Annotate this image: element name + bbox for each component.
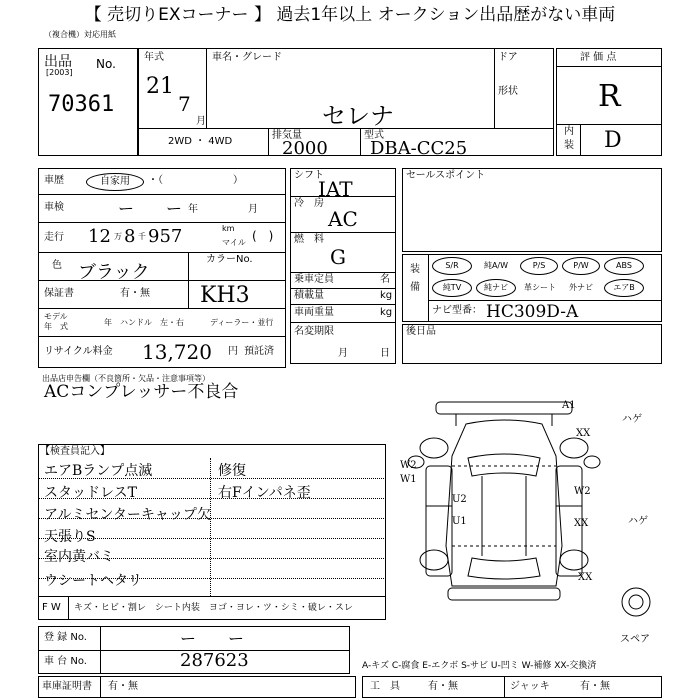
history-label: 車歴: [44, 175, 64, 186]
inspector-note-right-2: 右Fインパネ歪: [218, 485, 311, 501]
mark-a1: A1: [562, 400, 576, 411]
navi-value: HC309D-A: [486, 302, 579, 322]
inspector-note-5: 室内黄バミ: [44, 549, 114, 565]
mark-xx-3: XX: [578, 572, 593, 583]
mark-w1-left: W1: [400, 474, 417, 485]
mark-hage-2: ハゲ: [628, 516, 648, 527]
mileage-label: 走行: [44, 232, 64, 243]
history-value: 自家用: [86, 173, 144, 191]
fuel-value: G: [330, 245, 346, 269]
shift-value: IAT: [318, 177, 353, 201]
interior-label-1: 内: [564, 126, 574, 137]
grade-value: R: [598, 79, 621, 114]
listing-no-label: No.: [96, 57, 116, 71]
equip-leather-seat: 革シート: [524, 283, 556, 292]
mileage-value-3: 957: [148, 226, 183, 247]
recycle-unit: 円: [228, 346, 238, 357]
model-code-label: 型式: [364, 130, 384, 141]
displacement-value: 2000: [282, 138, 328, 159]
name-label: 車名・グレード: [212, 52, 282, 63]
inspector-note-4: 天張りS: [44, 529, 96, 545]
chassis-label: 車 台 No.: [44, 656, 87, 667]
load-label: 積載量: [294, 290, 324, 301]
model-label-2: 年 式: [44, 322, 68, 331]
mileage-value: 12: [88, 226, 111, 247]
warranty-label: 保証書: [44, 288, 74, 299]
navi-label: ナビ型番：: [432, 305, 482, 316]
month-unit: 月: [196, 116, 206, 127]
weight-unit: kg: [380, 307, 393, 318]
chassis-value: 287623: [180, 650, 249, 671]
displacement-label: 排気量: [272, 130, 302, 141]
capacity-unit: 名: [380, 274, 390, 285]
equip-sr: S/R: [432, 257, 472, 275]
inspection-label: 車検: [44, 202, 64, 213]
color-label: 色: [52, 260, 62, 271]
dealer-label: ディーラー・並行: [210, 318, 274, 327]
handle-value: 左・右: [160, 318, 184, 327]
fw-label: F W: [42, 602, 61, 613]
jack-label: ジャッキ: [510, 681, 550, 692]
recycle-note: 預託済: [244, 346, 274, 357]
change-label: 名変期限: [294, 326, 334, 337]
mileage-sen: 千: [138, 232, 146, 241]
recycle-value: 13,720: [142, 340, 212, 364]
equip-label-1: 装: [410, 264, 420, 275]
mark-xx-1: XX: [576, 428, 591, 439]
inspection-year: 年: [188, 204, 198, 215]
capacity-label: 乗車定員: [294, 274, 334, 285]
after-items-box: [402, 324, 662, 364]
ac-label: 冷 房: [294, 198, 324, 209]
inspection-value: ー ー: [118, 199, 183, 218]
listing-number: 70361: [48, 92, 115, 117]
after-items-label: 後日品: [406, 326, 436, 337]
fuel-label: 燃 料: [294, 234, 324, 245]
grade-label: 評 価 点: [580, 52, 617, 63]
recycle-label: リサイクル料金: [44, 346, 113, 357]
inspector-note-right-1: 修復: [218, 463, 246, 479]
mileage-unit-km: km: [222, 224, 235, 233]
jack-value: 有・無: [580, 681, 610, 692]
mark-w2-left: W2: [400, 460, 417, 471]
change-month: 月: [338, 348, 348, 359]
weight-label: 車両重量: [294, 307, 334, 318]
interior-label-2: 装: [564, 140, 574, 151]
notes-value: ACコンプレッサー不良合: [44, 382, 239, 402]
inspector-label: 【検査員記入】: [40, 446, 110, 457]
tools-value: 有・無: [428, 681, 458, 692]
damage-diagram: [396, 396, 664, 620]
history-paren: ・（ ）: [148, 175, 243, 186]
name-value: セレナ: [322, 102, 394, 130]
equip-aftermarket-navi: 外ナビ: [569, 283, 593, 292]
interior-value: D: [604, 128, 622, 153]
equip-genuine-navi: 純ナビ: [476, 279, 516, 297]
shape-label: 形状: [498, 86, 518, 97]
equip-genuine-tv: 純TV: [432, 279, 472, 297]
fw-legend: キズ・ヒビ・割レ シート内装 ヨゴ・ヨレ・ツ・シミ・破レ・スレ: [74, 603, 353, 613]
model-year-unit: 年: [104, 318, 112, 327]
notes-label: 出品店申告欄（不良箇所・欠品・注意事項等）: [42, 374, 210, 383]
model-label-1: モデル: [44, 312, 68, 321]
equip-label-2: 備: [410, 282, 420, 293]
mark-hage-1: ハゲ: [622, 414, 642, 425]
inspection-month: 月: [248, 204, 258, 215]
mileage-unit-mile: マイル: [222, 238, 246, 247]
color-code-value: KH3: [200, 283, 250, 308]
mileage-man: 万: [114, 232, 122, 241]
sales-point-label: セールスポイント: [406, 170, 486, 181]
reg-value: ー ー: [180, 629, 245, 648]
color-value: ブラック: [78, 262, 150, 283]
inspector-note-6: ウシートヘタリ: [44, 573, 142, 589]
equip-airbag: エアB: [604, 279, 644, 297]
listing-badge: [2003]: [46, 68, 73, 77]
inspector-note-2: スタッドレスT: [44, 485, 137, 501]
spare-label: スペア: [620, 634, 650, 645]
garage-cert-label: 車庫証明書: [42, 681, 92, 692]
mark-xx-2: XX: [574, 518, 589, 529]
color-code-label: カラーNo.: [206, 254, 253, 265]
mark-w2-right: W2: [574, 486, 591, 497]
door-label: ドア: [498, 52, 518, 63]
model-code-value: DBA-CC25: [370, 138, 468, 159]
equip-genuine-aw: 純A/W: [483, 261, 509, 270]
damage-legend: A-キズ C-腐食 E-エクボ S-サビ U-凹ミ W-補修 XX-交換済: [362, 661, 597, 671]
banner: 【 売切りEXコーナー 】 過去1年以上 オークション出品歴がない車両: [84, 5, 616, 25]
equip-abs: ABS: [604, 257, 644, 275]
listing-label: 出品: [44, 54, 72, 70]
mileage-value-2: 8: [124, 226, 136, 247]
change-day: 日: [380, 348, 390, 359]
reg-label: 登 録 No.: [44, 632, 87, 643]
handle-label: ハンドル: [120, 318, 152, 327]
drive-label: 2WD ・ 4WD: [168, 136, 233, 147]
ac-value: AC: [328, 207, 358, 231]
garage-cert-value: 有・無: [108, 681, 138, 692]
mark-u1: U1: [452, 516, 467, 527]
sub-note: （複合機）対応用紙: [44, 30, 116, 39]
warranty-value: 有・無: [120, 288, 150, 299]
inspector-note-1: エアBランプ点滅: [44, 463, 153, 479]
equip-ps: P/S: [520, 257, 558, 275]
year-value: 21: [146, 74, 174, 99]
equip-pw: P/W: [562, 257, 600, 275]
month-value: 7: [178, 92, 191, 116]
mark-u2: U2: [452, 494, 467, 505]
tools-label: 工 具: [370, 681, 400, 692]
load-unit: kg: [380, 290, 393, 301]
year-label: 年式: [144, 52, 164, 63]
shift-label: シフト: [294, 170, 324, 181]
inspector-note-3: アルミセンターキャップ欠: [44, 507, 211, 523]
